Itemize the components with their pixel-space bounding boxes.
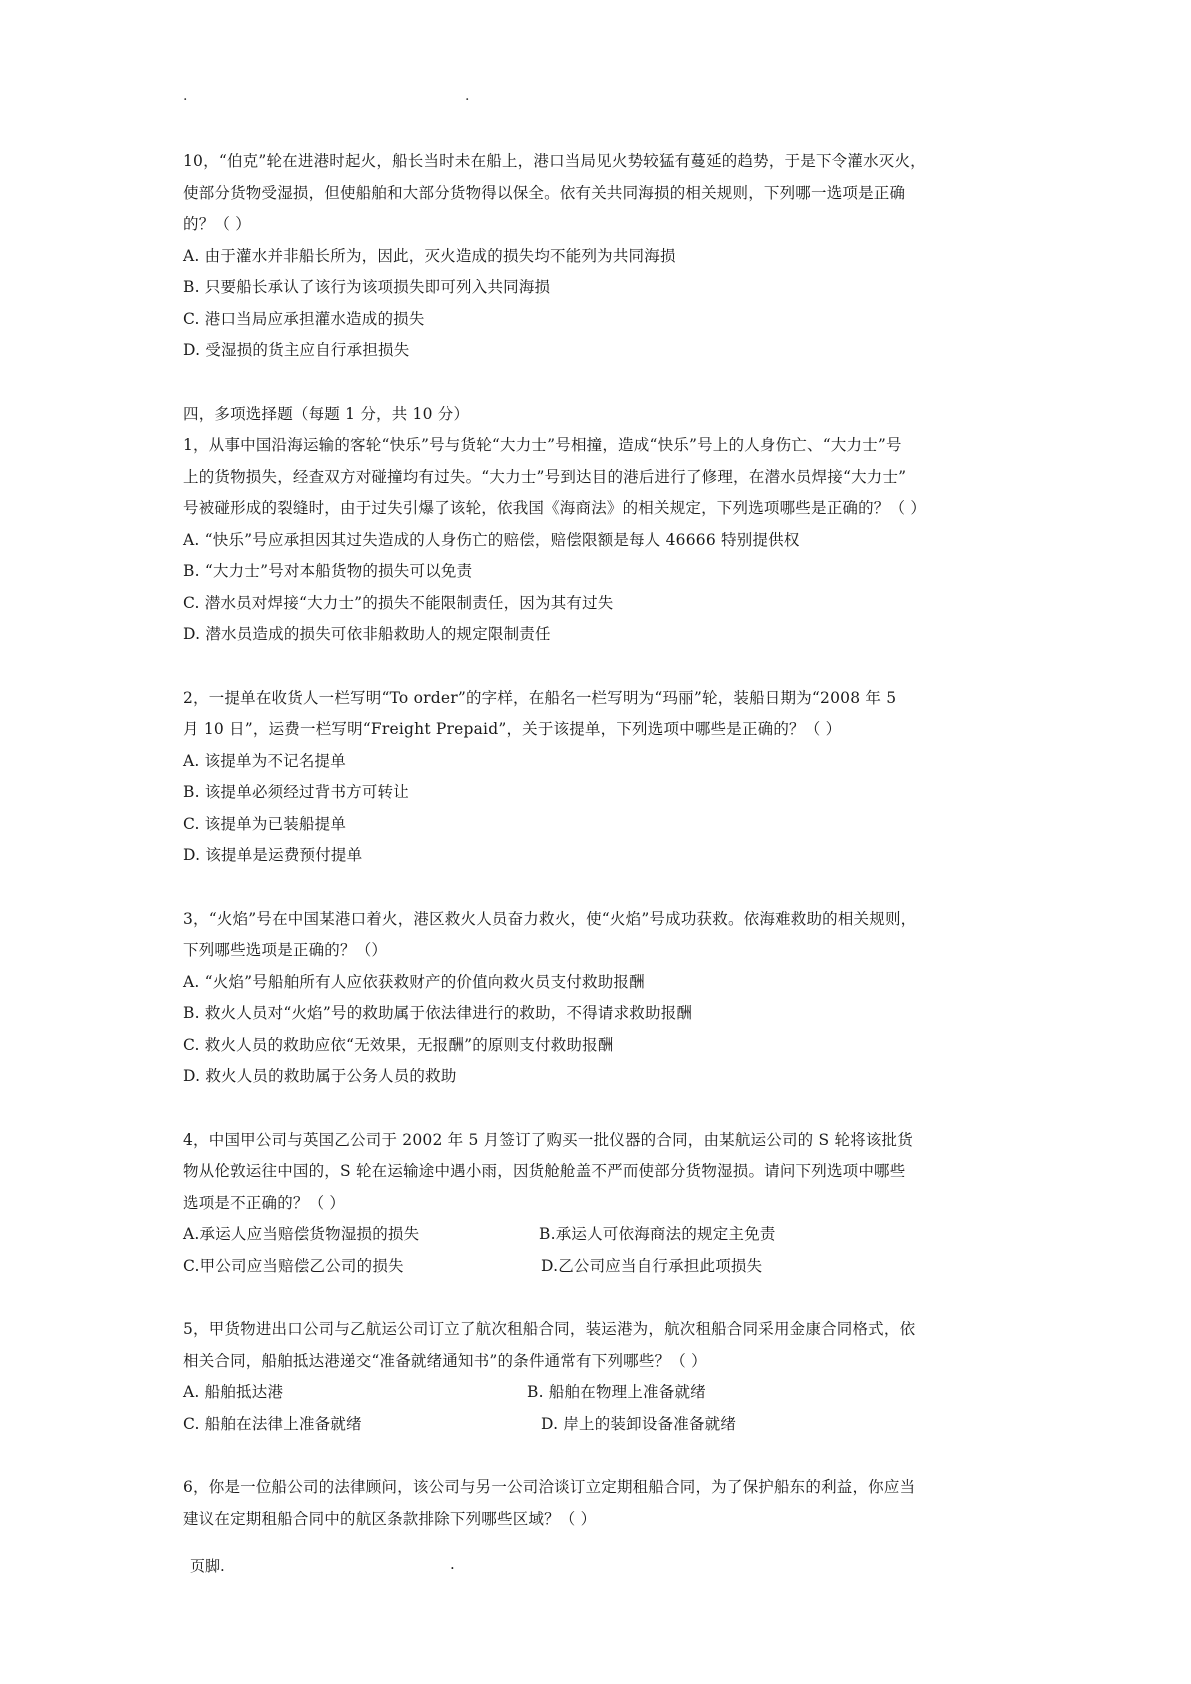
question-text-line: 3，“火焰”号在中国某港口着火，港区救火人员奋力救火，使“火焰”号成功获救。依海难救助的相关规则， <box>183 909 917 928</box>
options-row <box>183 1409 1028 1441</box>
question-text-line: 下列哪些选项是正确的？（） <box>183 941 388 959</box>
option-c: C. 港口当局应承担灌水造成的损失 <box>183 309 425 328</box>
option-c: C. 潜水员对焊接“大力士”的损失不能限制责任，因为其有过失 <box>183 593 614 612</box>
question-10 <box>183 146 1028 367</box>
question-text-line: 建议在定期租船合同中的航区条款排除下列哪些区域？（ ） <box>183 1509 597 1528</box>
option-d: D. 该提单是运费预付提单 <box>183 846 363 864</box>
question-text-line: 1，从事中国沿海运输的客轮“快乐”号与货轮“大力士”号相撞，造成“快乐”号上的人身伤亡、“大力士”号 <box>183 436 902 454</box>
option-d: D. 岸上的装卸设备准备就绪 <box>541 1414 737 1433</box>
question-5 <box>183 1314 1028 1440</box>
question-1 <box>183 430 1028 651</box>
question-text-line: 10，“伯克”轮在进港时起火，船长当时未在船上，港口当局见火势较猛有蔓延的趋势，于是下令灌水灭火， <box>183 152 926 170</box>
question-text-line: 号被碰形成的裂缝时，由于过失引爆了该轮，依我国《海商法》的相关规定，下列选项哪些是正确的？（ ） <box>183 499 927 517</box>
option-c: C. 该提单为已装船提单 <box>183 814 347 833</box>
options-row <box>183 1251 1028 1283</box>
footer-label: 页脚. <box>190 1557 225 1575</box>
options-row <box>183 1377 1028 1409</box>
option-c: C. 救火人员的救助应依“无效果，无报酬”的原则支付救助报酬 <box>183 1035 614 1054</box>
option-d: D.乙公司应当自行承担此项损失 <box>541 1256 763 1275</box>
option-b: B. 该提单必须经过背书方可转让 <box>183 783 409 801</box>
question-2 <box>183 683 1028 872</box>
option-d: D. 潜水员造成的损失可依非船救助人的规定限制责任 <box>183 625 551 643</box>
option-c: C.甲公司应当赔偿乙公司的损失 <box>183 1256 404 1275</box>
question-text-line: 选项是不正确的？（ ） <box>183 1193 346 1212</box>
question-text-line: 的？（ ） <box>183 215 251 233</box>
option-b: B. 船舶在物理上准备就绪 <box>527 1383 706 1401</box>
header-left-dot: . <box>183 88 188 104</box>
question-text-line: 5，甲货物进出口公司与乙航运公司订立了航次租船合同，装运港为，航次租船合同采用金康合同格式，依 <box>183 1320 916 1338</box>
question-6 <box>183 1472 1028 1535</box>
option-a: A. “快乐”号应承担因其过失造成的人身伤亡的赔偿，赔偿限额是每人 46666 特别提供权 <box>183 530 800 549</box>
question-text-line: 上的货物损失，经查双方对碰撞均有过失。“大力士”号到达目的港后进行了修理，在潜水员焊接“大力士” <box>183 467 907 486</box>
option-a: A.承运人应当赔偿货物湿损的损失 <box>183 1225 420 1243</box>
option-c: C. 船舶在法律上准备就绪 <box>183 1414 362 1433</box>
option-b: B. “大力士”号对本船货物的损失可以免责 <box>183 562 473 580</box>
document-body <box>183 146 1028 1535</box>
question-text-line: 物从伦敦运往中国的，S 轮在运输途中遇小雨，因货舱舱盖不严而使部分货物湿损。请问下列选项中哪些 <box>183 1162 906 1180</box>
option-b: B. 只要船长承认了该行为该项损失即可列入共同海损 <box>183 278 551 296</box>
footer-dot: . <box>450 1555 455 1573</box>
question-text-line: 月 10 日”，运费一栏写明“Freight Prepaid”，关于该提单，下列选项中哪些是正确的？（ ） <box>183 720 842 738</box>
question-3 <box>183 904 1028 1093</box>
header-right-dot: . <box>465 88 470 104</box>
question-text-line: 相关合同，船舶抵达港递交“准备就绪通知书”的条件通常有下列哪些？（ ） <box>183 1351 707 1370</box>
option-a: A. 由于灌水并非船长所为，因此，灭火造成的损失均不能列为共同海损 <box>183 246 676 265</box>
option-b: B. 救火人员对“火焰”号的救助属于依法律进行的救助，不得请求救助报酬 <box>183 1004 693 1022</box>
option-d: D. 救火人员的救助属于公务人员的救助 <box>183 1067 457 1085</box>
options-row <box>183 1219 1028 1251</box>
question-text-line: 2，一提单在收货人一栏写明“To order”的字样，在船名一栏写明为“玛丽”轮，装船日期为“2008 年 5 <box>183 688 897 707</box>
option-d: D. 受湿损的货主应自行承担损失 <box>183 341 410 359</box>
question-4 <box>183 1125 1028 1283</box>
section-title: 四，多项选择题（每题 1 分，共 10 分） <box>183 404 470 423</box>
question-text-line: 6，你是一位船公司的法律顾问，该公司与另一公司洽谈订立定期租船合同，为了保护船东的利益，你应当 <box>183 1478 916 1496</box>
option-b: B.承运人可依海商法的规定主免责 <box>539 1225 776 1243</box>
option-a: A. “火焰”号船舶所有人应依获救财产的价值向救火员支付救助报酬 <box>183 972 645 991</box>
option-a: A. 船舶抵达港 <box>183 1383 284 1401</box>
question-text-line: 使部分货物受湿损，但使船舶和大部分货物得以保全。依有关共同海损的相关规则，下列哪一选项是正确 <box>183 183 906 202</box>
question-text-line: 4，中国甲公司与英国乙公司于 2002 年 5 月签订了购买一批仪器的合同，由某航运公司的 S 轮将该批货 <box>183 1130 913 1149</box>
option-a: A. 该提单为不记名提单 <box>183 751 346 770</box>
